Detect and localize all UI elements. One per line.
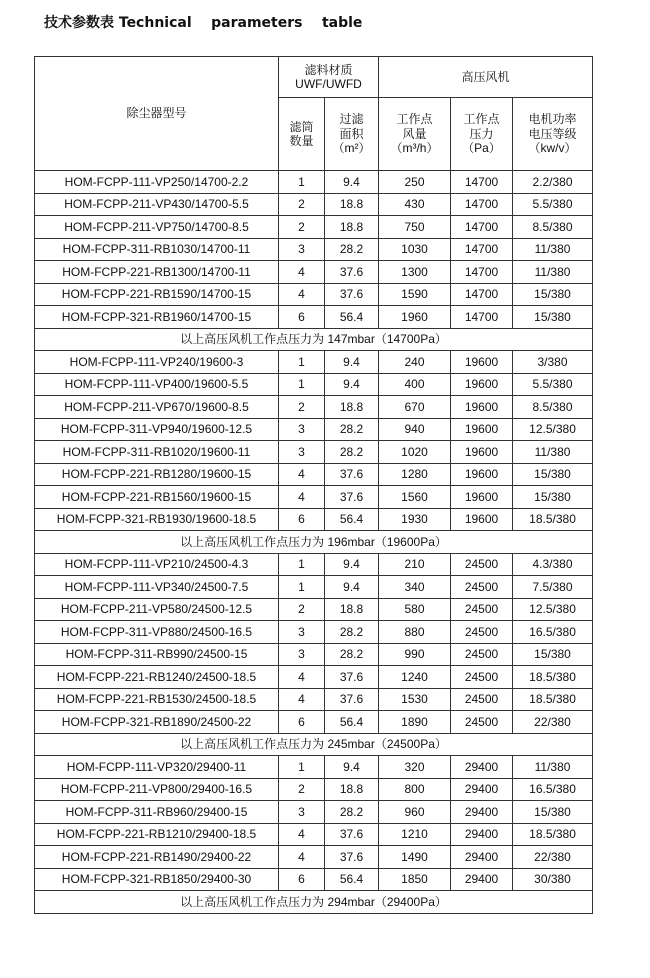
header-model: 除尘器型号	[35, 57, 279, 171]
table-row	[35, 463, 593, 486]
cell-pressure: 29400	[451, 756, 513, 779]
cell-filter-area: 9.4	[325, 351, 379, 374]
table-row	[35, 486, 593, 509]
header-line: （Pa）	[462, 141, 501, 156]
cell-pressure: 14700	[451, 283, 513, 306]
header-line: （m³/h）	[390, 141, 439, 156]
cell-pressure: 24500	[451, 576, 513, 599]
cell-airflow: 1590	[379, 283, 451, 306]
cell-bag-count: 6	[279, 711, 325, 734]
cell-airflow: 1560	[379, 486, 451, 509]
cell-model: HOM-FCPP-311-VP880/24500-16.5	[35, 621, 279, 644]
cell-model: HOM-FCPP-311-RB990/24500-15	[35, 643, 279, 666]
cell-bag-count: 1	[279, 553, 325, 576]
cell-motor: 3/380	[513, 351, 593, 374]
cell-airflow: 1300	[379, 261, 451, 284]
header-filter-material-line: 滤料材质	[304, 62, 353, 77]
cell-model: HOM-FCPP-111-VP210/24500-4.3	[35, 553, 279, 576]
cell-pressure: 14700	[451, 171, 513, 194]
cell-motor: 15/380	[513, 801, 593, 824]
header-filter-material-line: UWF/UWFD	[295, 77, 362, 91]
cell-airflow: 1210	[379, 823, 451, 846]
cell-filter-area: 18.8	[325, 598, 379, 621]
header-row-top	[35, 57, 593, 98]
cell-bag-count: 1	[279, 373, 325, 396]
table-row	[35, 756, 593, 779]
table-row	[35, 373, 593, 396]
table-row	[35, 441, 593, 464]
group-note-row	[35, 733, 593, 756]
table-row	[35, 666, 593, 689]
cell-airflow: 580	[379, 598, 451, 621]
cell-model: HOM-FCPP-321-RB1960/14700-15	[35, 306, 279, 329]
cell-pressure: 14700	[451, 193, 513, 216]
cell-pressure: 24500	[451, 643, 513, 666]
cell-motor: 16.5/380	[513, 778, 593, 801]
cell-pressure: 19600	[451, 418, 513, 441]
cell-airflow: 1890	[379, 711, 451, 734]
header-line: 工作点	[463, 112, 500, 127]
cell-airflow: 1530	[379, 688, 451, 711]
cell-airflow: 240	[379, 351, 451, 374]
cell-model: HOM-FCPP-221-RB1560/19600-15	[35, 486, 279, 509]
cell-filter-area: 37.6	[325, 261, 379, 284]
table-row	[35, 801, 593, 824]
cell-model: HOM-FCPP-321-RB1930/19600-18.5	[35, 508, 279, 531]
cell-bag-count: 1	[279, 171, 325, 194]
cell-motor: 18.5/380	[513, 688, 593, 711]
header-line: 面积	[339, 126, 364, 141]
cell-bag-count: 2	[279, 396, 325, 419]
cell-bag-count: 3	[279, 418, 325, 441]
cell-motor: 5.5/380	[513, 373, 593, 396]
group-note-row	[35, 328, 593, 351]
group-note: 以上高压风机工作点压力为 294mbar（29400Pa）	[35, 891, 593, 914]
cell-filter-area: 18.8	[325, 396, 379, 419]
header-line: 电机功率	[528, 112, 577, 127]
technical-parameters-table	[34, 56, 593, 914]
table-row	[35, 418, 593, 441]
table-row	[35, 778, 593, 801]
cell-pressure: 24500	[451, 688, 513, 711]
cell-motor: 8.5/380	[513, 396, 593, 419]
cell-model: HOM-FCPP-221-RB1590/14700-15	[35, 283, 279, 306]
cell-filter-area: 37.6	[325, 463, 379, 486]
cell-filter-area: 18.8	[325, 216, 379, 239]
cell-airflow: 1930	[379, 508, 451, 531]
group-note-row	[35, 891, 593, 914]
header-pressure	[451, 98, 513, 171]
cell-motor: 15/380	[513, 306, 593, 329]
table-row	[35, 643, 593, 666]
header-airflow	[379, 98, 451, 171]
cell-airflow: 670	[379, 396, 451, 419]
cell-airflow: 1280	[379, 463, 451, 486]
cell-bag-count: 4	[279, 261, 325, 284]
cell-motor: 18.5/380	[513, 508, 593, 531]
cell-bag-count: 6	[279, 306, 325, 329]
cell-model: HOM-FCPP-311-RB1030/14700-11	[35, 238, 279, 261]
cell-motor: 12.5/380	[513, 418, 593, 441]
cell-filter-area: 37.6	[325, 846, 379, 869]
header-line: （kw/v）	[528, 141, 577, 156]
cell-filter-area: 28.2	[325, 441, 379, 464]
cell-pressure: 19600	[451, 351, 513, 374]
header-line: 过滤	[339, 112, 364, 127]
cell-model: HOM-FCPP-321-RB1850/29400-30	[35, 868, 279, 891]
cell-bag-count: 2	[279, 778, 325, 801]
cell-airflow: 340	[379, 576, 451, 599]
cell-model: HOM-FCPP-221-RB1530/24500-18.5	[35, 688, 279, 711]
cell-motor: 15/380	[513, 283, 593, 306]
cell-filter-area: 56.4	[325, 711, 379, 734]
cell-model: HOM-FCPP-311-RB960/29400-15	[35, 801, 279, 824]
cell-motor: 16.5/380	[513, 621, 593, 644]
table-row	[35, 846, 593, 869]
cell-airflow: 1850	[379, 868, 451, 891]
cell-motor: 15/380	[513, 643, 593, 666]
cell-bag-count: 1	[279, 756, 325, 779]
cell-bag-count: 6	[279, 868, 325, 891]
cell-pressure: 19600	[451, 508, 513, 531]
cell-filter-area: 28.2	[325, 801, 379, 824]
header-line: 风量	[402, 126, 427, 141]
table-row	[35, 396, 593, 419]
cell-motor: 12.5/380	[513, 598, 593, 621]
cell-pressure: 19600	[451, 486, 513, 509]
cell-bag-count: 3	[279, 238, 325, 261]
table-row	[35, 688, 593, 711]
cell-model: HOM-FCPP-221-RB1240/24500-18.5	[35, 666, 279, 689]
header-line: （m²）	[332, 141, 371, 156]
cell-airflow: 250	[379, 171, 451, 194]
cell-motor: 11/380	[513, 441, 593, 464]
table-row	[35, 193, 593, 216]
header-line: 电压等级	[528, 126, 577, 141]
cell-airflow: 940	[379, 418, 451, 441]
cell-bag-count: 4	[279, 688, 325, 711]
cell-bag-count: 4	[279, 846, 325, 869]
cell-filter-area: 37.6	[325, 486, 379, 509]
cell-model: HOM-FCPP-321-RB1890/24500-22	[35, 711, 279, 734]
cell-airflow: 400	[379, 373, 451, 396]
cell-pressure: 19600	[451, 463, 513, 486]
header-line: 数量	[289, 134, 314, 148]
cell-filter-area: 37.6	[325, 283, 379, 306]
cell-airflow: 1240	[379, 666, 451, 689]
cell-pressure: 19600	[451, 396, 513, 419]
cell-pressure: 14700	[451, 261, 513, 284]
cell-filter-area: 37.6	[325, 688, 379, 711]
table-row	[35, 823, 593, 846]
table-row	[35, 261, 593, 284]
cell-bag-count: 2	[279, 216, 325, 239]
cell-model: HOM-FCPP-211-VP750/14700-8.5	[35, 216, 279, 239]
cell-bag-count: 3	[279, 801, 325, 824]
page-title: 技术参数表 Technical parameters table	[44, 15, 363, 31]
table-row	[35, 711, 593, 734]
cell-motor: 22/380	[513, 711, 593, 734]
cell-model: HOM-FCPP-221-RB1300/14700-11	[35, 261, 279, 284]
cell-pressure: 29400	[451, 823, 513, 846]
cell-pressure: 24500	[451, 711, 513, 734]
cell-model: HOM-FCPP-111-VP240/19600-3	[35, 351, 279, 374]
cell-filter-area: 9.4	[325, 171, 379, 194]
cell-filter-area: 37.6	[325, 823, 379, 846]
cell-airflow: 210	[379, 553, 451, 576]
cell-pressure: 14700	[451, 238, 513, 261]
header-fan: 高压风机	[379, 57, 593, 98]
table-row	[35, 868, 593, 891]
table-row	[35, 576, 593, 599]
table-row	[35, 171, 593, 194]
cell-airflow: 990	[379, 643, 451, 666]
cell-filter-area: 28.2	[325, 643, 379, 666]
table-row	[35, 621, 593, 644]
cell-pressure: 24500	[451, 553, 513, 576]
cell-model: HOM-FCPP-211-VP670/19600-8.5	[35, 396, 279, 419]
cell-airflow: 1030	[379, 238, 451, 261]
cell-bag-count: 4	[279, 283, 325, 306]
cell-bag-count: 2	[279, 193, 325, 216]
header-filter-area	[325, 98, 379, 171]
cell-pressure: 14700	[451, 216, 513, 239]
cell-model: HOM-FCPP-311-VP940/19600-12.5	[35, 418, 279, 441]
cell-filter-area: 18.8	[325, 193, 379, 216]
cell-pressure: 24500	[451, 621, 513, 644]
cell-motor: 18.5/380	[513, 823, 593, 846]
header-line: 压力	[469, 126, 494, 141]
table-row	[35, 553, 593, 576]
group-note-row	[35, 531, 593, 554]
cell-filter-area: 9.4	[325, 373, 379, 396]
cell-airflow: 1020	[379, 441, 451, 464]
cell-airflow: 430	[379, 193, 451, 216]
cell-model: HOM-FCPP-311-RB1020/19600-11	[35, 441, 279, 464]
header-motor	[513, 98, 593, 171]
group-note: 以上高压风机工作点压力为 196mbar（19600Pa）	[35, 531, 593, 554]
cell-filter-area: 28.2	[325, 418, 379, 441]
cell-motor: 18.5/380	[513, 666, 593, 689]
cell-motor: 15/380	[513, 486, 593, 509]
cell-model: HOM-FCPP-211-VP430/14700-5.5	[35, 193, 279, 216]
cell-motor: 11/380	[513, 238, 593, 261]
cell-bag-count: 1	[279, 576, 325, 599]
cell-bag-count: 3	[279, 621, 325, 644]
cell-bag-count: 3	[279, 643, 325, 666]
table-row	[35, 283, 593, 306]
cell-pressure: 29400	[451, 846, 513, 869]
cell-model: HOM-FCPP-111-VP250/14700-2.2	[35, 171, 279, 194]
cell-motor: 11/380	[513, 261, 593, 284]
cell-model: HOM-FCPP-211-VP580/24500-12.5	[35, 598, 279, 621]
cell-filter-area: 9.4	[325, 756, 379, 779]
cell-bag-count: 2	[279, 598, 325, 621]
cell-bag-count: 6	[279, 508, 325, 531]
cell-bag-count: 1	[279, 351, 325, 374]
cell-pressure: 24500	[451, 598, 513, 621]
cell-motor: 5.5/380	[513, 193, 593, 216]
cell-bag-count: 3	[279, 441, 325, 464]
cell-pressure: 29400	[451, 868, 513, 891]
table-row	[35, 351, 593, 374]
cell-airflow: 800	[379, 778, 451, 801]
cell-bag-count: 4	[279, 463, 325, 486]
header-line: 滤筒	[289, 119, 314, 134]
cell-motor: 2.2/380	[513, 171, 593, 194]
cell-bag-count: 4	[279, 486, 325, 509]
cell-filter-area: 28.2	[325, 238, 379, 261]
cell-pressure: 14700	[451, 306, 513, 329]
cell-motor: 8.5/380	[513, 216, 593, 239]
group-note: 以上高压风机工作点压力为 245mbar（24500Pa）	[35, 733, 593, 756]
cell-filter-area: 56.4	[325, 306, 379, 329]
cell-airflow: 750	[379, 216, 451, 239]
cell-motor: 30/380	[513, 868, 593, 891]
header-filter-material	[279, 57, 379, 98]
table-row	[35, 306, 593, 329]
cell-pressure: 29400	[451, 801, 513, 824]
table-row	[35, 238, 593, 261]
cell-motor: 11/380	[513, 756, 593, 779]
cell-model: HOM-FCPP-221-RB1280/19600-15	[35, 463, 279, 486]
cell-model: HOM-FCPP-221-RB1490/29400-22	[35, 846, 279, 869]
group-note: 以上高压风机工作点压力为 147mbar（14700Pa）	[35, 328, 593, 351]
cell-airflow: 880	[379, 621, 451, 644]
cell-filter-area: 37.6	[325, 666, 379, 689]
cell-model: HOM-FCPP-221-RB1210/29400-18.5	[35, 823, 279, 846]
cell-pressure: 19600	[451, 441, 513, 464]
cell-filter-area: 9.4	[325, 553, 379, 576]
header-bag-count	[279, 98, 325, 171]
cell-model: HOM-FCPP-211-VP800/29400-16.5	[35, 778, 279, 801]
table-row	[35, 598, 593, 621]
cell-motor: 15/380	[513, 463, 593, 486]
cell-filter-area: 56.4	[325, 508, 379, 531]
table-row	[35, 216, 593, 239]
cell-filter-area: 9.4	[325, 576, 379, 599]
cell-pressure: 24500	[451, 666, 513, 689]
cell-airflow: 320	[379, 756, 451, 779]
cell-filter-area: 18.8	[325, 778, 379, 801]
cell-motor: 22/380	[513, 846, 593, 869]
cell-bag-count: 4	[279, 823, 325, 846]
cell-airflow: 1490	[379, 846, 451, 869]
cell-model: HOM-FCPP-111-VP400/19600-5.5	[35, 373, 279, 396]
cell-airflow: 1960	[379, 306, 451, 329]
cell-filter-area: 28.2	[325, 621, 379, 644]
cell-motor: 4.3/380	[513, 553, 593, 576]
cell-filter-area: 56.4	[325, 868, 379, 891]
table-row	[35, 508, 593, 531]
cell-pressure: 19600	[451, 373, 513, 396]
cell-airflow: 960	[379, 801, 451, 824]
cell-model: HOM-FCPP-111-VP320/29400-11	[35, 756, 279, 779]
header-line: 工作点	[396, 112, 433, 127]
cell-motor: 7.5/380	[513, 576, 593, 599]
cell-model: HOM-FCPP-111-VP340/24500-7.5	[35, 576, 279, 599]
cell-bag-count: 4	[279, 666, 325, 689]
cell-pressure: 29400	[451, 778, 513, 801]
